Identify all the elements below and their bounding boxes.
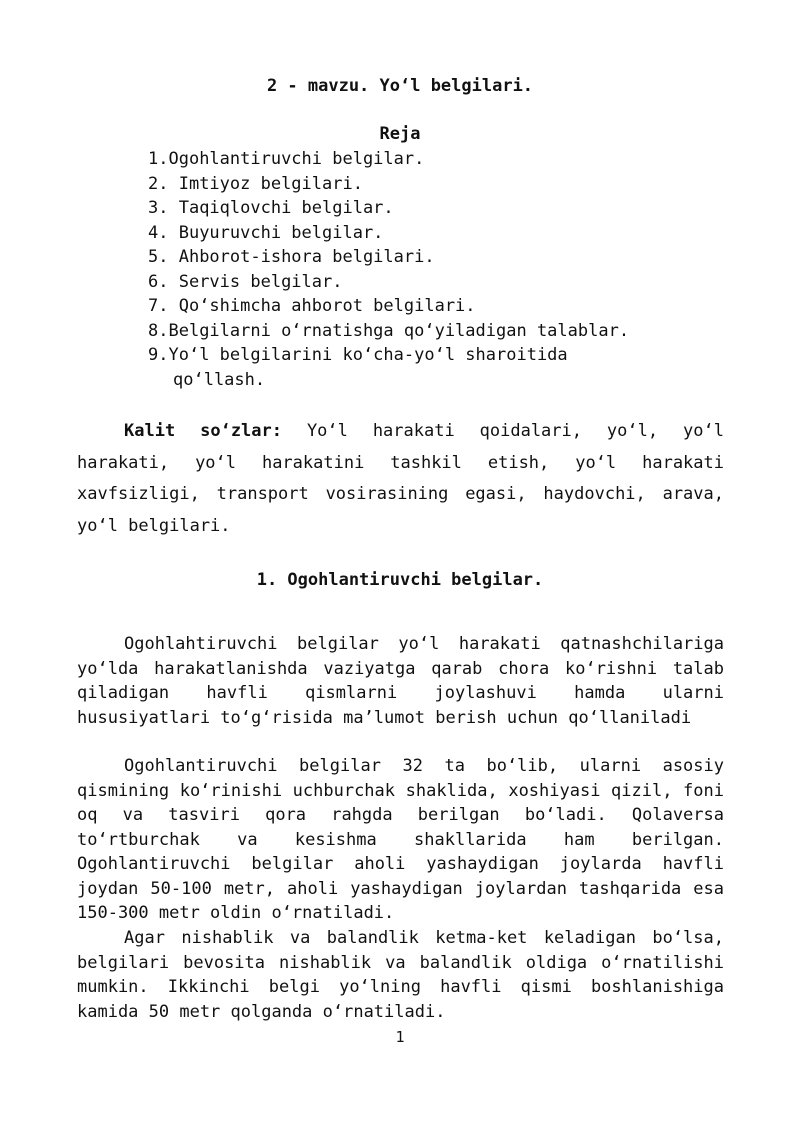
plan-list (148, 147, 748, 392)
plan-item (148, 196, 748, 221)
plan-item-text: Belgilarni o‘rnatishga qo‘yiladigan talablar. (168, 320, 630, 341)
plan-item-number: 5. (148, 247, 179, 267)
plan-item (148, 172, 748, 197)
plan-item-text: Buyuruvchi belgilar. (178, 222, 384, 243)
plan-item-continuation (148, 368, 748, 393)
plan-item (148, 245, 748, 270)
keywords-text: Yo‘l harakati qoidalari, yo‘l, yo‘l harakati, yo‘l harakatini tashkil etish, yo‘l harakati xavfsizligi, transport vosirasining egasi, haydovchi, arava, yo‘l belgilari. (77, 421, 724, 536)
plan-item (148, 270, 748, 295)
body-paragraph: Ogohlahtiruvchi belgilar yo‘l harakati qatnashchilariga yo‘lda harakatlanishda vaziyatga qarab chora ko‘rishni talab qiladigan havfli qismlarni joylashuvi hamda ularni hususiyatlari to‘g‘risida ma’lumot berish uchun qo‘llaniladi (77, 634, 724, 728)
body-paragraph: Ogohlantiruvchi belgilar 32 ta bo‘lib, ularni asosiy qismining ko‘rinishi uchburchak shaklida, xoshiyasi qizil, foni oq va tasviri qora rahgda berilgan bo‘ladi. Qolaversa to‘rtburchak va kesishma shakllarida ham berilgan. Ogohlantiruvchi belgilar aholi yashaydigan joylarda havfli joydan 50-100 metr, aholi yashaydigan joylardan tashqarida esa 150-300 metr oldin o‘rnatiladi. (77, 756, 724, 923)
plan-item (148, 319, 748, 344)
plan-item-number: 9. (148, 345, 169, 365)
plan-item-number: 2. (148, 173, 179, 194)
plan-item-number: 7. (148, 296, 179, 316)
plan-heading (0, 123, 800, 145)
plan-item-number: 8. (148, 320, 169, 341)
plan-item-continuation-text: qo‘llash. (173, 369, 266, 390)
plan-item-text: Qo‘shimcha ahborot belgilari. (178, 296, 476, 316)
plan-item-number: 3. (148, 198, 179, 218)
plan-item-text: Servis belgilar. (178, 271, 343, 292)
plan-item-text: Yo‘l belgilarini ko‘cha-yo‘l sharoitida (168, 345, 568, 365)
plan-item (148, 221, 748, 246)
plan-item-number: 6. (148, 271, 179, 292)
plan-item-number: 4. (148, 222, 179, 243)
keywords-label: Kalit so‘zlar: (124, 421, 282, 441)
plan-item-text: Taqiqlovchi belgilar. (178, 198, 394, 218)
plan-item (148, 343, 748, 368)
plan-item-number: 1. (148, 149, 169, 169)
section-heading: 1. Ogohlantiruvchi belgilar. (256, 570, 544, 590)
document-title: 2 - mavzu. Yo‘l belgilari. (266, 76, 534, 96)
plan-item-text: Ahborot-ishora belgilari. (178, 247, 435, 267)
page-number: 1 (395, 1028, 405, 1046)
plan-item-text: Ogohlantiruvchi belgilar. (168, 149, 425, 169)
keywords-paragraph (77, 416, 724, 542)
plan-item (148, 294, 748, 319)
plan-item (148, 147, 748, 172)
plan-heading-text: Reja (379, 124, 421, 144)
body-paragraph: Agar nishablik va balandlik ketma-ket keladigan bo‘lsa, belgilari bevosita nishablik va balandlik oldiga o‘rnatilishi mumkin. Ikkinchi belgi yo‘lning havfli qismi boshlanishiga kamida 50 metr qolganda o‘rnatiladi. (77, 928, 724, 1022)
plan-item-text: Imtiyoz belgilari. (178, 173, 363, 194)
